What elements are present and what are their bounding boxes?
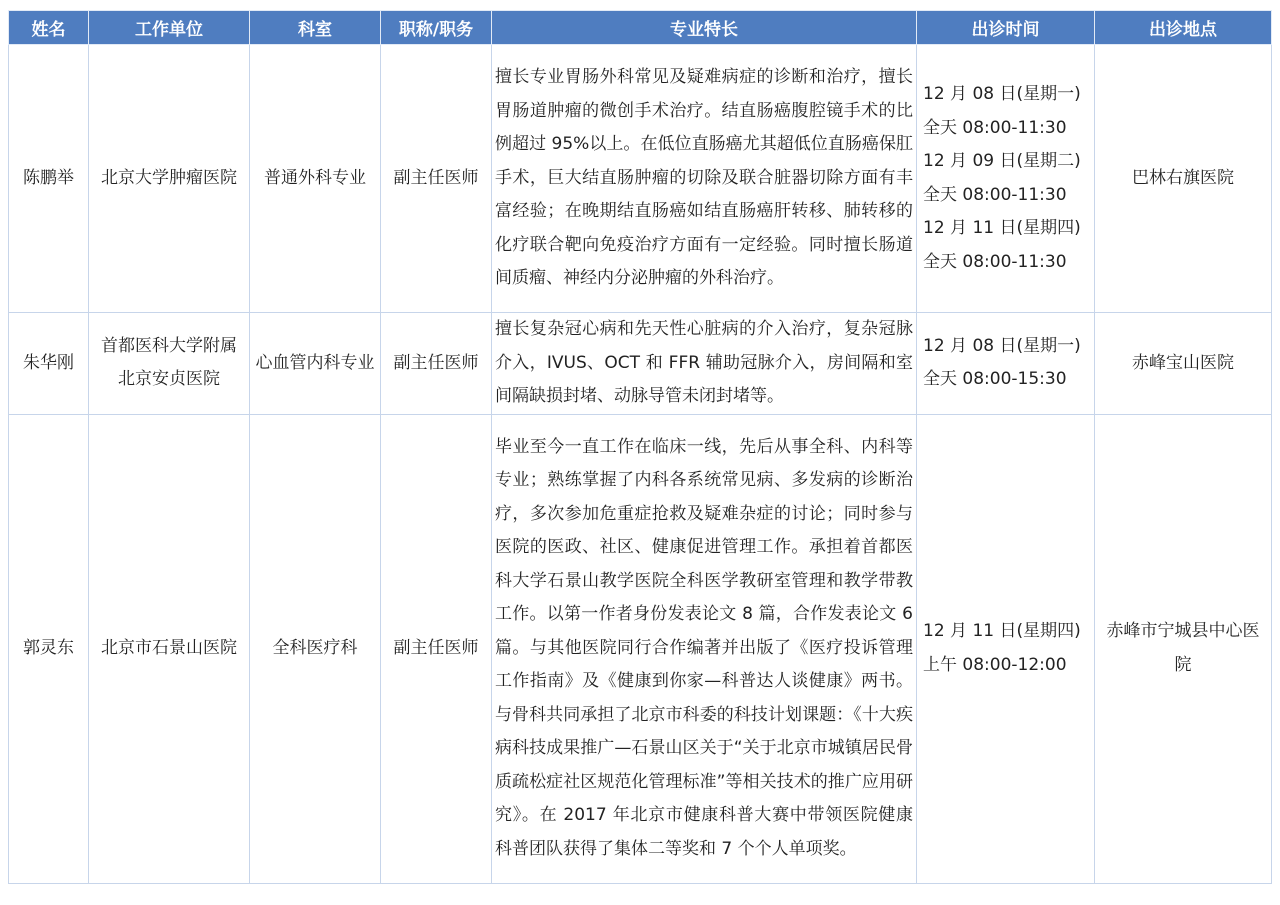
- work-unit-line: 北京市石景山医院: [101, 637, 237, 658]
- schedule-date: 12 月 08 日(星期一): [923, 335, 1081, 356]
- schedule-time: 全天 08:00-11:30: [923, 251, 1067, 272]
- header-location: 出诊地点: [1095, 11, 1272, 45]
- table-row: [9, 45, 1272, 313]
- specialty-cell: 擅长复杂冠心病和先天性心脏病的介入治疗，复杂冠脉介入，IVUS、OCT 和 FFR 辅助冠脉介入，房间隔和室间隔缺损封堵、动脉导管未闭封堵等。: [492, 313, 917, 415]
- location-cell: [1095, 313, 1272, 415]
- department-cell: 心血管内科专业: [250, 313, 381, 415]
- schedule-date: 12 月 08 日(星期一): [923, 84, 1081, 104]
- schedule-cell: [917, 45, 1095, 313]
- schedule-time: 全天 08:00-11:30: [923, 117, 1067, 138]
- job-title-cell: 副主任医师: [381, 45, 492, 313]
- doctor-schedule-sheet: [8, 10, 1271, 884]
- work-unit-cell: [89, 313, 250, 415]
- location-cell: [1095, 45, 1272, 313]
- header-name: 姓名: [9, 11, 89, 45]
- specialty-cell: 毕业至今一直工作在临床一线，先后从事全科、内科等专业；熟练掌握了内科各系统常见病、多发病的诊断治疗，多次参加危重症抢救及疑难杂症的讨论；同时参与医院的医政、社区、健康促进管理工作。承担着首都医科大学石景山教学医院全科医学教研室管理和教学带教工作。以第一作者身份发表论文 8 篇，合作发表论文 6 篇。与其他医院同行合作编著并出版了《医疗投诉管理工作指南》及《健康到你家—科普达人谈健康》两书。与骨科共同承担了北京市科委的科技计划课题：《十大疾病科技成果推广—石景山区关于“关于北京市城镇居民骨质疏松症社区规范化管理标准”等相关技术的推广应用研究》。在 2017 年北京市健康科普大赛中带领医院健康科普团队获得了集体二等奖和 7 个个人单项奖。: [492, 414, 917, 883]
- specialty-cell: 擅长专业胃肠外科常见及疑难病症的诊断和治疗，擅长胃肠道肿瘤的微创手术治疗。结直肠癌腹腔镜手术的比例超过 95%以上。在低位直肠癌尤其超低位直肠癌保肛手术，巨大结直肠肿瘤的切除及联合脏器切除方面有丰富经验；在晚期结直肠癌如结直肠癌肝转移、肺转移的化疗联合靶向免疫治疗方面有一定经验。同时擅长肠道间质瘤、神经内分泌肿瘤的外科治疗。: [492, 45, 917, 313]
- schedule-date: 12 月 11 日(星期四): [923, 621, 1081, 641]
- schedule-time: 全天 08:00-11:30: [923, 184, 1067, 205]
- doctor-name-cell: 朱华刚: [9, 313, 89, 415]
- location-line: 院: [1174, 654, 1192, 675]
- location-line: 赤峰市宁城县中心医: [1106, 621, 1260, 641]
- header-title: 职称/职务: [381, 11, 492, 45]
- schedule-date: 12 月 09 日(星期二): [923, 151, 1081, 171]
- schedule-time: 上午 08:00-12:00: [923, 654, 1067, 675]
- table-row: [9, 414, 1272, 883]
- location-line: 巴林右旗医院: [1132, 167, 1234, 188]
- doctor-schedule-table: [8, 10, 1272, 884]
- header-row: [9, 11, 1272, 45]
- department-cell: 全科医疗科: [250, 414, 381, 883]
- department-cell: 普通外科专业: [250, 45, 381, 313]
- schedule-cell: [917, 414, 1095, 883]
- schedule-time: 全天 08:00-15:30: [923, 369, 1067, 390]
- work-unit-line: 北京安贞医院: [118, 369, 220, 390]
- header-specialty: 专业特长: [492, 11, 917, 45]
- header-work-unit: 工作单位: [89, 11, 250, 45]
- location-cell: [1095, 414, 1272, 883]
- work-unit-line: 北京大学肿瘤医院: [101, 167, 237, 188]
- work-unit-cell: [89, 45, 250, 313]
- work-unit-cell: [89, 414, 250, 883]
- job-title-cell: 副主任医师: [381, 313, 492, 415]
- location-line: 赤峰宝山医院: [1132, 352, 1234, 373]
- work-unit-line: 首都医科大学附属: [101, 335, 237, 356]
- table-row: [9, 313, 1272, 415]
- doctor-name-cell: 陈鹏举: [9, 45, 89, 313]
- header-schedule: 出诊时间: [917, 11, 1095, 45]
- schedule-cell: [917, 313, 1095, 415]
- schedule-date: 12 月 11 日(星期四): [923, 218, 1081, 238]
- header-department: 科室: [250, 11, 381, 45]
- job-title-cell: 副主任医师: [381, 414, 492, 883]
- doctor-name-cell: 郭灵东: [9, 414, 89, 883]
